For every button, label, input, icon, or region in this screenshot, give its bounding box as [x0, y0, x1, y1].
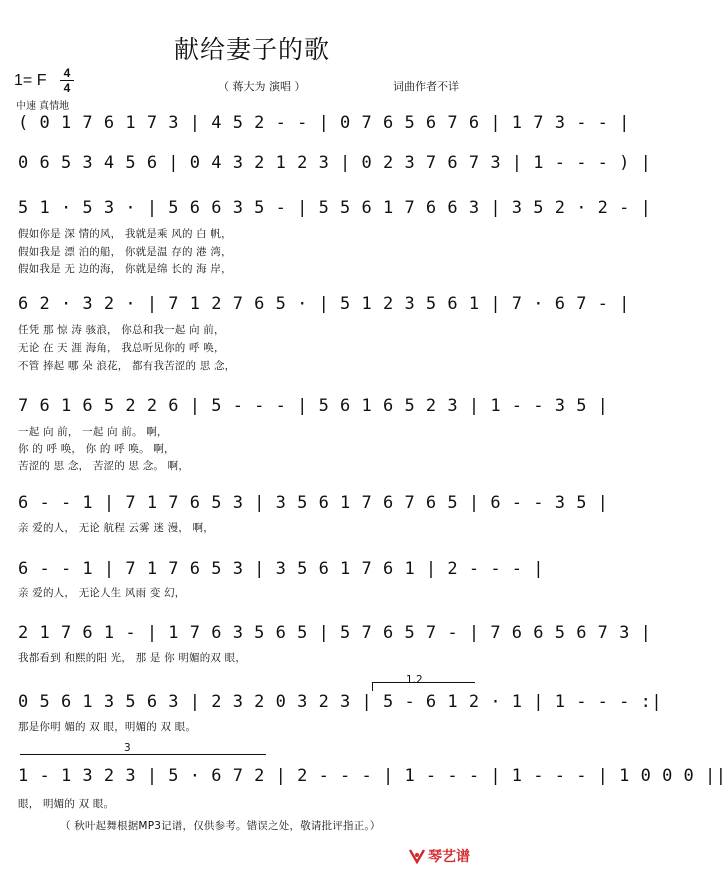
score-line-4-lyric-2: 无论 在 天 涯 海角， 我总听见你的 呼 唤， [18, 342, 225, 354]
score-line-4-lyric-3: 不管 捧起 哪 朵 浪花， 都有我苦涩的 思 念， [18, 360, 236, 372]
score-line-6-notes: 6 - - 1 | 7 1 7 6 5 3 | 3 5 6 1 7 6 7 6 5 | 6 - - 3 5 | [18, 493, 609, 513]
footer-note: （ 秋叶起舞根据MP3记谱，仅供参考。错误之处，敬请批评指正。） [60, 820, 381, 832]
tempo-marking: 中速 真情地 [16, 101, 70, 112]
key-signature: 1= F [14, 72, 47, 89]
song-title: 献给妻子的歌 [173, 35, 330, 64]
volta-1-label: 1.2 [406, 674, 423, 686]
score-line-5-lyric-2: 你 的 呼 唤， 你 的 呼 唤。 啊， [18, 443, 175, 455]
score-line-3-lyric-1: 假如你是 深 情的风， 我就是乘 风的 白 帆， [18, 228, 232, 240]
meter-bottom: 4 [63, 81, 71, 95]
score-line-3-lyric-2: 假如我是 漂 泊的船， 你就是温 存的 港 湾， [18, 246, 232, 258]
score-line-10-notes: 1 - 1 3 2 3 | 5 · 6 7 2 | 2 - - - | 1 - - - | 1 - - - | 1 0 0 0 || [18, 766, 727, 786]
score-line-10-lyric-1: 眼， 明媚的 双 眼。 [18, 798, 115, 810]
volta-1-bracket [372, 682, 475, 691]
score-line-6-lyric-1: 亲 爱的人， 无论 航程 云雾 迷 漫， 啊， [18, 522, 214, 534]
score-line-3-lyric-3: 假如我是 无 边的海， 你就是绵 长的 海 岸， [18, 263, 232, 275]
volta-2-label: 3 [124, 742, 131, 754]
logo-icon [408, 848, 426, 864]
score-line-9-notes: 0 5 6 1 3 5 6 3 | 2 3 2 0 3 2 3 | 5 - 6 1 2 · 1 | 1 - - - :| [18, 692, 663, 712]
score-line-5-lyric-1: 一起 向 前， 一起 向 前。 啊， [18, 426, 168, 438]
score-line-7-lyric-1: 亲 爱的人， 无论人生 风雨 变 幻， [18, 587, 186, 599]
score-line-2-notes: 0 6 5 3 4 5 6 | 0 4 3 2 1 2 3 | 0 2 3 7 6 7 3 | 1 - - - ) | [18, 153, 652, 173]
score-line-4-lyric-1: 任凭 那 惊 涛 骇浪， 你总和我一起 向 前， [18, 324, 225, 336]
score-line-5-lyric-3: 苦涩的 思 念， 苦涩的 思 念。 啊， [18, 460, 190, 472]
score-line-5-notes: 7 6 1 6 5 2 2 6 | 5 - - - | 5 6 1 6 5 2 3 | 1 - - 3 5 | [18, 396, 609, 416]
site-logo [408, 846, 470, 866]
score-line-1-notes: ( 0 1 7 6 1 7 3 | 4 5 2 - - | 0 7 6 5 6 7 6 | 1 7 3 - - | [18, 113, 630, 133]
author-credit: 词曲作者不详 [393, 80, 459, 93]
score-line-9-lyric-1: 那是你明 媚的 双 眼，明媚的 双 眼。 [18, 721, 197, 733]
volta-2-bracket [20, 754, 266, 755]
logo-text: 琴艺谱 [428, 849, 470, 865]
score-line-7-notes: 6 - - 1 | 7 1 7 6 5 3 | 3 5 6 1 7 6 1 | 2 - - - | [18, 559, 545, 579]
time-signature [60, 67, 74, 94]
score-line-8-notes: 2 1 7 6 1 - | 1 7 6 3 5 6 5 | 5 7 6 5 7 - | 7 6 6 5 6 7 3 | [18, 623, 652, 643]
score-line-3-notes: 5 1 · 5 3 · | 5 6 6 3 5 - | 5 5 6 1 7 6 6 3 | 3 5 2 · 2 - | [18, 198, 652, 218]
meter-top: 4 [63, 66, 71, 80]
singer-credit: （ 蒋大为 演唱 ） [218, 80, 306, 93]
score-line-8-lyric-1: 我都看到 和熙的阳 光， 那 是 你 明媚的双 眼， [18, 652, 247, 664]
score-line-4-notes: 6 2 · 3 2 · | 7 1 2 7 6 5 · | 5 1 2 3 5 6 1 | 7 · 6 7 - | [18, 294, 630, 314]
